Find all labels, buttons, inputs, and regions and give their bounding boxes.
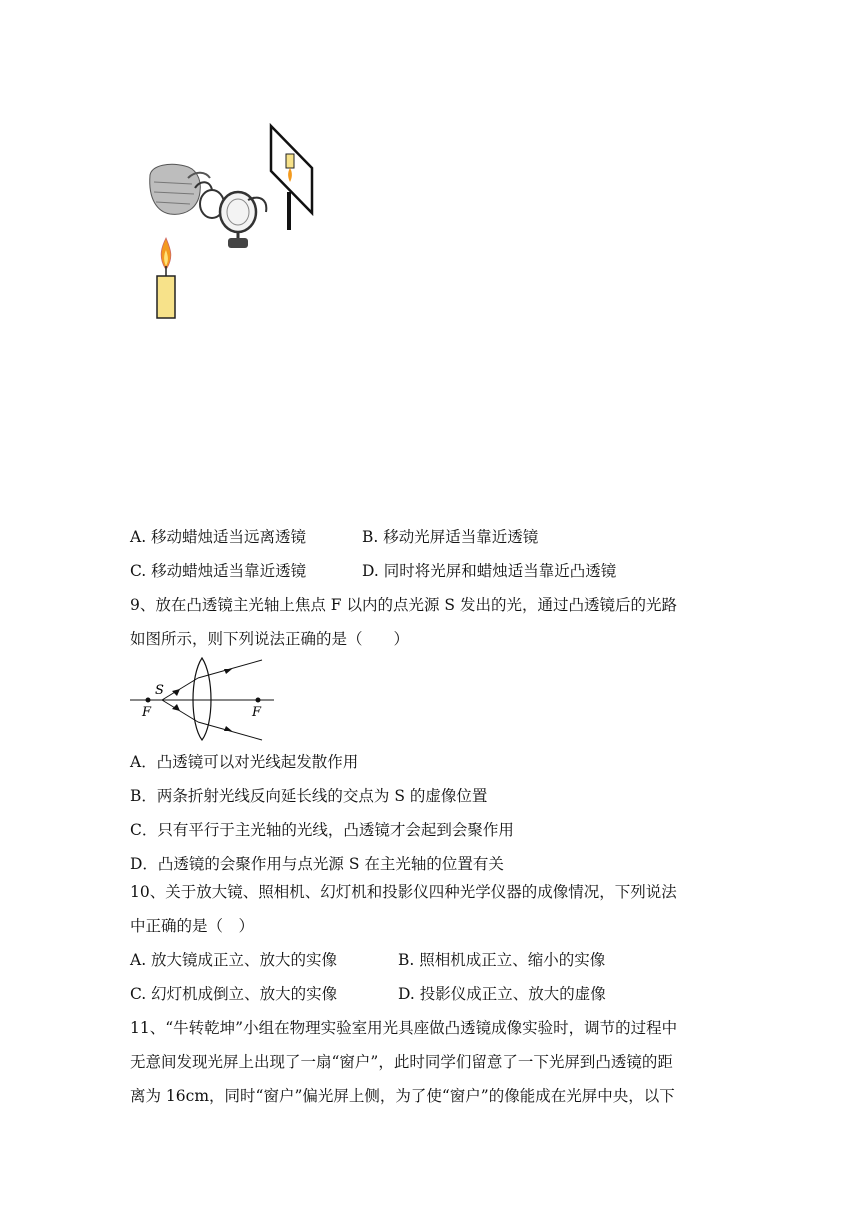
q8-option-a: A. 移动蜡烛适当远离透镜: [130, 528, 307, 546]
q11-line-1: 11、“牛转乾坤”小组在物理实验室用光具座做凸透镜成像实验时，调节的过程中: [130, 1019, 678, 1037]
q11-line-2: 无意间发现光屏上出现了一扇“窗户”，此时同学们留意了一下光屏到凸透镜的距: [130, 1053, 673, 1071]
q9-option-a: A．凸透镜可以对光线起发散作用: [130, 753, 359, 771]
q9-option-d: D．凸透镜的会聚作用与点光源 S 在主光轴的位置有关: [130, 855, 504, 873]
q8-option-b: B. 移动光屏适当靠近透镜: [362, 528, 539, 546]
candle-illustration: [157, 238, 175, 318]
q10-option-b: B. 照相机成正立、缩小的实像: [398, 951, 606, 969]
convex-lens-holder: [195, 182, 266, 248]
label-s: S: [155, 683, 164, 698]
label-f-left: F: [142, 705, 152, 720]
q9-light-path-diagram: [128, 656, 278, 742]
q9-stem-line-1: 9、放在凸透镜主光轴上焦点 F 以内的点光源 S 发出的光，通过凸透镜后的光路: [130, 596, 677, 614]
convex-lens-shape: [193, 658, 211, 740]
q9-option-b: B．两条折射光线反向延长线的交点为 S 的虚像位置: [130, 787, 488, 805]
q10-stem-line-1: 10、关于放大镜、照相机、幻灯机和投影仪四种光学仪器的成像情况，下列说法: [130, 883, 677, 901]
q10-option-a: A. 放大镜成正立、放大的实像: [130, 951, 338, 969]
q8-option-c: C. 移动蜡烛适当靠近透镜: [130, 562, 307, 580]
label-f-right: F: [252, 705, 262, 720]
q10-option-c: C. 幻灯机成倒立、放大的实像: [130, 985, 338, 1003]
q10-options-row-1: [130, 949, 605, 971]
q8-options-row-2: [130, 560, 616, 582]
q9-stem-line-2: 如图所示，则下列说法正确的是（ ）: [130, 630, 410, 648]
q8-options-row-1: [130, 526, 538, 548]
light-screen: [271, 126, 312, 230]
lens-experiment-figure: [140, 120, 330, 325]
q10-options-row-2: [130, 983, 606, 1005]
q11-line-3: 离为 16cm，同时“窗户”偏光屏上侧，为了使“窗户”的像能成在光屏中央，以下: [130, 1087, 675, 1105]
q9-option-c: C．只有平行于主光轴的光线，凸透镜才会起到会聚作用: [130, 821, 514, 839]
q8-option-d: D. 同时将光屏和蜡烛适当靠近凸透镜: [362, 562, 617, 580]
q10-stem-line-2: 中正确的是（ ）: [130, 917, 255, 935]
q10-option-d: D. 投影仪成正立、放大的虚像: [398, 985, 606, 1003]
